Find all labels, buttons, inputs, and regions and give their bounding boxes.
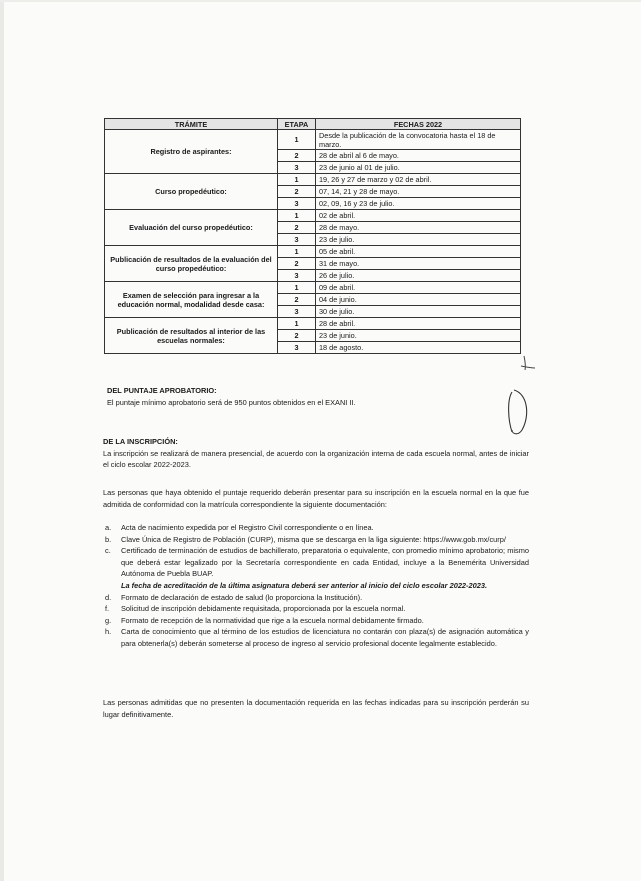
- fecha-cell: 23 de junio.: [316, 330, 521, 342]
- tramite-cell: Curso propedéutico:: [105, 174, 278, 210]
- fecha-cell: 28 de mayo.: [316, 222, 521, 234]
- etapa-cell: 2: [278, 150, 316, 162]
- fecha-cell: 23 de junio al 01 de julio.: [316, 162, 521, 174]
- closing-paragraph: Las personas admitidas que no presenten la documentación requerida en las fechas indicadas para su inscripción perderán su lugar definitivamente.: [103, 698, 529, 719]
- scan-edge: [0, 0, 641, 2]
- item-text: Formato de declaración de estado de salud (lo proporciona la Institución).: [121, 592, 363, 602]
- inscripcion-paragraph: Las personas que haya obtenido el puntaje requerido deberán presentar para su inscripción en la escuela normal en la que fue admitida de conformidad con la matrícula correspondiente la siguiente documentación:: [103, 488, 529, 509]
- puntaje-section: [107, 385, 527, 408]
- fecha-cell: 18 de agosto.: [316, 342, 521, 354]
- list-item: [103, 615, 529, 627]
- item-letter: f.: [105, 604, 110, 614]
- schedule-table: [104, 118, 521, 354]
- tramite-cell: Publicación de resultados al interior de las escuelas normales:: [105, 318, 278, 354]
- etapa-cell: 3: [278, 234, 316, 246]
- list-item: [103, 603, 529, 615]
- tramite-cell: Publicación de resultados de la evaluación del curso propedéutico:: [105, 246, 278, 282]
- fecha-cell: 23 de julio.: [316, 234, 521, 246]
- fecha-cell: 28 de abril.: [316, 318, 521, 330]
- etapa-cell: 3: [278, 342, 316, 354]
- etapa-cell: 2: [278, 330, 316, 342]
- inscripcion-paragraph: La inscripción se realizará de manera presencial, de acuerdo con la organización interna de cada escuela normal, antes de iniciar el ciclo escolar 2022-2023.: [103, 448, 529, 470]
- list-item: [103, 592, 529, 604]
- item-note: La fecha de acreditación de la última asignatura deberá ser anterior al inicio del ciclo escolar 2022-2023.: [121, 580, 487, 590]
- etapa-cell: 3: [278, 198, 316, 210]
- etapa-cell: 1: [278, 130, 316, 150]
- list-item: [103, 626, 529, 649]
- etapa-cell: 2: [278, 186, 316, 198]
- inscripcion-section: [103, 436, 529, 471]
- tramite-cell: Evaluación del curso propedéutico:: [105, 210, 278, 246]
- fecha-cell: 26 de julio.: [316, 270, 521, 282]
- etapa-cell: 1: [278, 318, 316, 330]
- header-etapa: ETAPA: [278, 119, 316, 130]
- requirements-list: [103, 522, 529, 650]
- etapa-cell: 1: [278, 210, 316, 222]
- etapa-cell: 2: [278, 294, 316, 306]
- table-row: [105, 210, 521, 222]
- etapa-cell: 1: [278, 246, 316, 258]
- fecha-cell: 19, 26 y 27 de marzo y 02 de abril.: [316, 174, 521, 186]
- tramite-cell: Registro de aspirantes:: [105, 130, 278, 174]
- item-text: Carta de conocimiento que al término de los estudios de licenciatura no contarán con plaza(s) de asignación automática y para obtenerla(s) deberán someterse al proceso de ingreso al servicio profesional docente legalmente establecido.: [121, 627, 529, 648]
- item-letter: a.: [105, 523, 112, 532]
- etapa-cell: 1: [278, 174, 316, 186]
- item-text: Clave Única de Registro de Población (CURP), misma que se descarga en la liga siguiente: https://www.gob.mx/curp/: [121, 534, 506, 544]
- fecha-cell: 09 de abril.: [316, 282, 521, 294]
- scan-edge: [0, 0, 4, 881]
- item-text: Formato de recepción de la normatividad que rige a la escuela normal debidamente firmado.: [121, 615, 424, 625]
- fecha-cell: Desde la publicación de la convocatoria hasta el 18 de marzo.: [316, 130, 521, 150]
- table-row: [105, 318, 521, 330]
- table-row: [105, 130, 521, 150]
- fecha-cell: 07, 14, 21 y 28 de mayo.: [316, 186, 521, 198]
- inscripcion-heading: DE LA INSCRIPCIÓN:: [103, 437, 178, 446]
- puntaje-text: El puntaje mínimo aprobatorio será de 950 puntos obtenidos en el EXANI II.: [107, 397, 356, 407]
- list-item: [103, 534, 529, 546]
- header-fechas: FECHAS 2022: [316, 119, 521, 130]
- fecha-cell: 28 de abril al 6 de mayo.: [316, 150, 521, 162]
- table-row: [105, 246, 521, 258]
- tramite-cell: Examen de selección para ingresar a la educación normal, modalidad desde casa:: [105, 282, 278, 318]
- fecha-cell: 30 de julio.: [316, 306, 521, 318]
- item-text: Solicitud de inscripción debidamente requisitada, proporcionada por la escuela normal.: [121, 604, 406, 614]
- item-letter: h.: [105, 627, 112, 637]
- list-item: [103, 522, 529, 534]
- item-letter: g.: [105, 615, 112, 625]
- etapa-cell: 3: [278, 306, 316, 318]
- table-row: [105, 282, 521, 294]
- etapa-cell: 3: [278, 270, 316, 282]
- fecha-cell: 04 de junio.: [316, 294, 521, 306]
- table-row: [105, 174, 521, 186]
- fecha-cell: 05 de abril.: [316, 246, 521, 258]
- item-letter: d.: [105, 592, 112, 602]
- header-tramite: TRÁMITE: [105, 119, 278, 130]
- item-text: Acta de nacimiento expedida por el Registro Civil correspondiente o en línea.: [121, 523, 374, 532]
- puntaje-heading: DEL PUNTAJE APROBATORIO:: [107, 386, 217, 395]
- requirements-list-container: [103, 522, 529, 650]
- table-header-row: [105, 119, 521, 130]
- etapa-cell: 1: [278, 282, 316, 294]
- fecha-cell: 02 de abril.: [316, 210, 521, 222]
- item-letter: c.: [105, 546, 111, 556]
- fecha-cell: 02, 09, 16 y 23 de julio.: [316, 198, 521, 210]
- etapa-cell: 2: [278, 258, 316, 270]
- item-letter: b.: [105, 534, 112, 544]
- handwritten-check-mark: [518, 355, 538, 375]
- item-text: Certificado de terminación de estudios de bachillerato, preparatoria o equivalente, con promedio mínimo aprobatorio; mismo que deberá estar legalizado por la Secretaría correspondiente en cada Entidad, incluye a la Benemérita Universidad Autónoma de Puebla BUAP.: [121, 546, 529, 579]
- etapa-cell: 3: [278, 162, 316, 174]
- fecha-cell: 31 de mayo.: [316, 258, 521, 270]
- etapa-cell: 2: [278, 222, 316, 234]
- list-item: [103, 545, 529, 591]
